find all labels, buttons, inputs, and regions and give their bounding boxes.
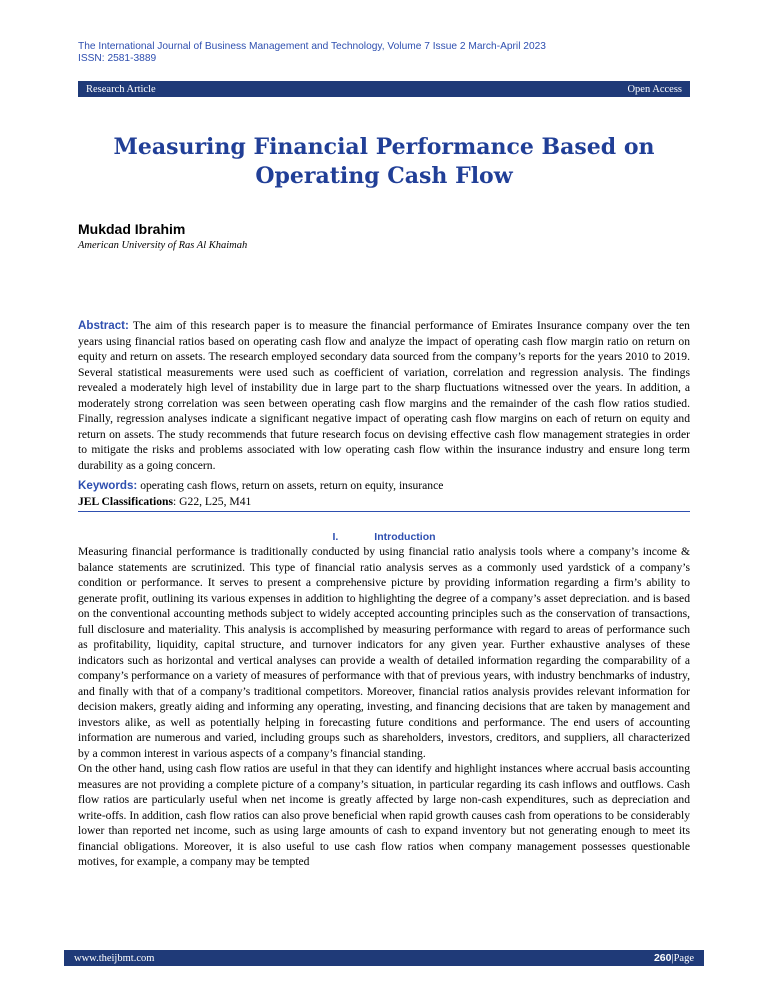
journal-website: www.theijbmt.com	[74, 952, 155, 964]
keywords	[78, 478, 690, 494]
section-heading	[78, 531, 690, 543]
paper-title: Measuring Financial Performance Based on Operating Cash Flow	[113, 134, 655, 189]
access-type-label: Open Access	[627, 83, 682, 95]
journal-citation: The International Journal of Business Management and Technology, Volume 7 Issue 2 March-April 2023	[78, 41, 546, 52]
section-title: Introduction	[374, 531, 436, 543]
body-paragraph-2: On the other hand, using cash flow ratios are useful in that they can identify and highlight instances where accrual basis accounting measures are not providing a complete picture of a company’s situation, in particular regarding its cash inflows and outflows. Cash flow ratios are particularly useful when net income is greatly affected by large non-cash expenditures, such as depreciation and write-offs. In addition, cash flow ratios can also prove beneficial when rapid growth causes cash from operations to be considerably lower than reported net income, such as using large amounts of cash to expand inventory but not generating enough to meet its financial obligations. Moreover, it is also useful to use cash flow ratios when company management possesses questionable motives, for example, a company may be tempted	[78, 762, 690, 868]
author-name: Mukdad Ibrahim	[78, 221, 186, 237]
keywords-label: Keywords:	[78, 479, 138, 492]
journal-header	[78, 41, 546, 65]
section-divider	[78, 511, 690, 512]
journal-issn: ISSN: 2581-3889	[78, 53, 157, 64]
keywords-text: operating cash flows, return on assets, return on equity, insurance	[140, 479, 444, 492]
page-footer	[64, 950, 704, 966]
abstract-label: Abstract:	[78, 319, 129, 332]
page-label: |Page	[671, 953, 694, 964]
page-number-block	[654, 952, 694, 964]
article-type-banner	[78, 81, 690, 97]
body-text	[78, 544, 690, 870]
abstract	[78, 318, 690, 473]
abstract-text: The aim of this research paper is to measure the financial performance of Emirates Insurance company over the ten years using financial ratios based on operating cash flow and analyze the impact of operating cash flow margin ratio on return on equity and return on assets. The research employed secondary data sourced from the company’s reports for the years 2010 to 2019. Several statistical measurements were used such as coefficient of variation, correlation and regression analysis. The findings revealed a moderately high level of instability due in large part to the sharp fluctuations witnessed over the years. In addition, a moderately strong correlation was seen between operating cash flow margins and the remainder of the cash flow ratios studied. Finally, regression analyses indicate a significant negative impact of operating cash flow margins on each of return on equity and return on assets. The study recommends that future research focus on devising effective cash flow management strategies in order to mitigate the risks and problems associated with low operating cash flow within the insurance industry and ensure long term durability as a going concern.	[78, 319, 690, 472]
jel-classifications	[78, 494, 251, 510]
article-type-label: Research Article	[86, 83, 156, 95]
page-number: 260	[653, 952, 672, 964]
jel-text: : G22, L25, M41	[173, 495, 252, 508]
jel-label: JEL Classifications	[78, 495, 174, 508]
section-number: I.	[332, 531, 339, 543]
body-paragraph-1: Measuring financial performance is traditionally conducted by using financial ratio analysis tools where a company’s income & balance statements are scrutinized. This type of financial ratio analysis serves as a commonly used yardstick of a company’s condition or performance. It serves to present a comprehensive picture by providing information regarding a firm’s ability to generate profit, outlining its various expenses in addition to highlighting the degree of a company’s asset depreciation. and is based on the conventional accounting methods subject to widely accepted accounting principles such as the conservation of transactions, full disclosure and materiality. This analysis is accomplished by measuring performance with regard to areas of performance such as profitability, liquidity, capital structure, and turnover indicators for any given year. Further exhaustive analyses of these indicators such as horizontal and vertical analyses can provide a wealth of detailed information regarding the comparability of a company’s performance on a variety of measures of performance with that of previous years, with industry benchmarks of industry, and finally with that of a company’s traditional competitors. Moreover, financial ratios analysis provides relevant information for decision makers, greatly aiding and informing any operating, investing, and financing decisions that are taken by management and investors alike, as well as potentially helping in forecasting future conditions and performance. The end users of accounting information are numerous and varied, including groups such as shareholders, investors, creditors, and suppliers, all characterized by a common interest in various aspects of a company’s financial standing.	[78, 545, 690, 760]
author-affiliation: American University of Ras Al Khaimah	[78, 240, 248, 251]
